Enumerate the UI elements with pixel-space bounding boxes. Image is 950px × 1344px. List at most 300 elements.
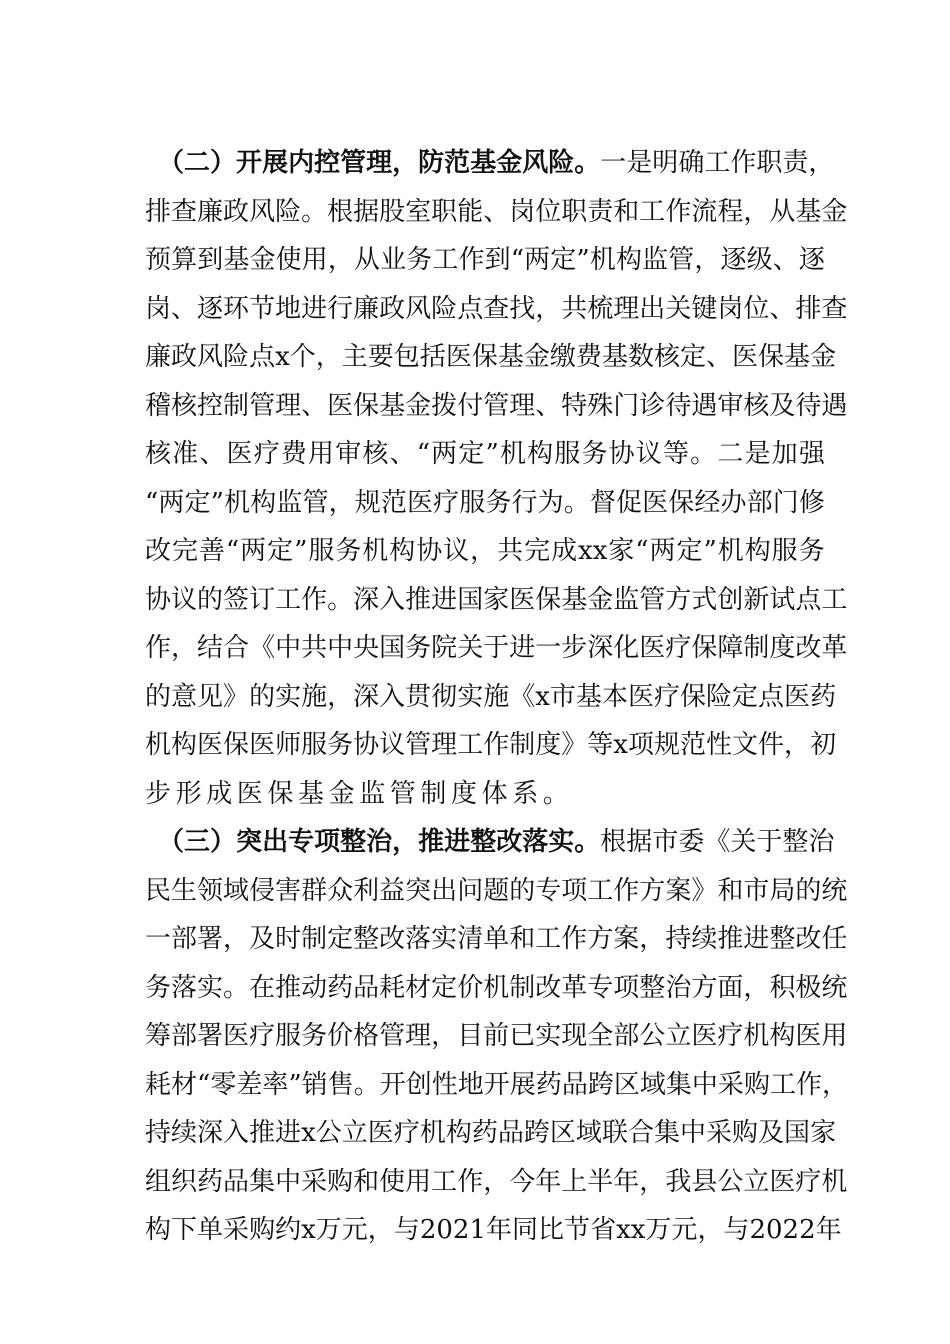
- text-char: 年: [535, 1166, 562, 1197]
- text-char: 工: [431, 1166, 458, 1197]
- text-char: 药: [327, 972, 354, 1003]
- text-char: 推: [275, 972, 302, 1003]
- text-char: 比: [538, 1215, 565, 1245]
- text-char: 专: [535, 875, 562, 906]
- text-char: 同: [512, 1215, 539, 1245]
- text-char: 中: [679, 1118, 706, 1148]
- text-char: 作: [457, 1166, 484, 1197]
- text-char: x: [301, 1215, 316, 1245]
- text-char: 二: [717, 439, 744, 469]
- text-char: 构: [171, 730, 198, 760]
- text-char: 根: [600, 827, 627, 857]
- text-char: 理: [613, 293, 640, 324]
- text-char: 进: [275, 1118, 302, 1148]
- text-char: 审: [717, 390, 744, 421]
- text-char: 和: [717, 875, 744, 906]
- text-char: 包: [393, 342, 420, 372]
- text-char: 金: [587, 584, 614, 615]
- text-char: 协: [608, 439, 635, 469]
- text-char: ，: [483, 1166, 510, 1197]
- text-char: 算: [171, 245, 198, 275]
- text-char: 和: [613, 196, 640, 227]
- text-char: 公: [315, 1118, 342, 1148]
- text-char: 订: [249, 584, 276, 615]
- text-char: xx: [616, 1215, 646, 1245]
- text-char: 医: [406, 487, 433, 518]
- text-line: [145, 964, 848, 1012]
- text-char: 的: [509, 875, 536, 906]
- heading-char: 突: [236, 827, 263, 857]
- text-char: 业: [380, 245, 407, 275]
- text-char: 一: [535, 633, 562, 663]
- text-char: 审: [335, 439, 362, 469]
- heading-char: 改: [496, 827, 523, 857]
- heading-char: 险: [548, 148, 575, 178]
- heading-char: 二: [184, 148, 211, 178]
- text-char: 保: [668, 487, 695, 518]
- text-char: 机: [821, 1166, 848, 1197]
- text-char: 专: [587, 972, 614, 1003]
- text-char: 价: [457, 972, 484, 1003]
- text-char: 核: [171, 390, 198, 421]
- text-char: 工: [704, 148, 731, 178]
- text-char: 核: [743, 390, 770, 421]
- text-char: 施: [301, 681, 328, 712]
- text-char: 、: [483, 196, 510, 227]
- text-char: 基: [795, 196, 822, 227]
- text-char: 差: [236, 1069, 263, 1100]
- text-char: 点: [795, 584, 822, 615]
- heading-char: 范: [444, 148, 471, 178]
- text-char: 务: [406, 245, 433, 275]
- text-char: 面: [717, 972, 744, 1003]
- text-char: 的: [249, 681, 276, 712]
- text-char: 金: [249, 245, 276, 275]
- text-char: 市: [652, 827, 679, 857]
- text-char: 作: [613, 875, 640, 906]
- text-char: 作: [483, 730, 510, 760]
- heading-char: （: [158, 827, 185, 857]
- text-char: 性: [706, 730, 733, 760]
- text-char: 利: [353, 875, 380, 906]
- text-char: 性: [431, 1069, 458, 1100]
- text-char: 等: [587, 730, 614, 760]
- text-char: 键: [691, 293, 718, 324]
- text-char: 拨: [431, 390, 458, 421]
- text-char: 医: [327, 390, 354, 421]
- text-char: 金: [523, 342, 550, 372]
- text-line: [145, 1158, 848, 1206]
- text-char: 彻: [431, 681, 458, 712]
- text-char: 两: [240, 536, 267, 566]
- text-char: 范: [380, 487, 407, 518]
- text-char: 药: [471, 1118, 498, 1148]
- text-char: x: [301, 1118, 316, 1148]
- heading-char: 专: [288, 827, 315, 857]
- text-char: 预: [145, 245, 172, 275]
- text-char: 率: [262, 1069, 289, 1100]
- heading-char: 金: [496, 148, 523, 178]
- text-char: 监: [613, 584, 640, 615]
- text-char: 施: [483, 681, 510, 712]
- text-char: 年: [613, 1166, 640, 1197]
- text-char: 省: [590, 1215, 617, 1245]
- text-char: 保: [535, 584, 562, 615]
- text-line: [158, 139, 835, 187]
- text-char: 待: [665, 390, 692, 421]
- text-char: 市: [549, 681, 576, 712]
- text-char: 两: [158, 487, 185, 518]
- text-char: 流: [691, 196, 718, 227]
- text-char: 管: [639, 584, 666, 615]
- text-char: 公: [639, 1021, 666, 1051]
- text-line: [145, 624, 848, 672]
- text-char: 领: [197, 875, 224, 906]
- text-char: 创: [405, 1069, 432, 1100]
- text-char: 动: [301, 972, 328, 1003]
- text-char: 付: [457, 390, 484, 421]
- text-char: 区: [549, 1118, 576, 1148]
- text-char: 改: [535, 972, 562, 1003]
- text-char: 集: [653, 1118, 680, 1148]
- text-char: 式: [691, 584, 718, 615]
- text-char: 售: [327, 1069, 354, 1100]
- text-char: 机: [717, 536, 744, 566]
- text-char: 逐: [197, 293, 224, 324]
- text-char: 制: [301, 924, 328, 954]
- text-char: 核: [145, 439, 172, 469]
- text-char: 联: [601, 1118, 628, 1148]
- text-char: 到: [484, 245, 511, 275]
- text-char: 务: [335, 536, 362, 566]
- text-char: 立: [665, 1021, 692, 1051]
- text-char: x: [275, 342, 290, 372]
- heading-char: 整: [340, 827, 367, 857]
- text-char: 、: [301, 390, 328, 421]
- text-char: “: [416, 439, 431, 469]
- text-char: 2021: [419, 1215, 486, 1245]
- text-char: 改: [379, 924, 406, 954]
- text-char: 服: [459, 487, 486, 518]
- text-char: 约: [275, 1215, 302, 1245]
- text-char: 续: [691, 924, 718, 954]
- heading-char: 实: [548, 827, 575, 857]
- text-char: 项: [627, 730, 654, 760]
- text-char: 推: [249, 1118, 276, 1148]
- heading-char: ，: [392, 827, 419, 857]
- text-char: 品: [353, 972, 380, 1003]
- text-char: 管: [249, 390, 276, 421]
- text-char: 遇: [821, 390, 848, 421]
- text-char: 署: [197, 1021, 224, 1051]
- text-char: 方: [665, 584, 692, 615]
- text-char: 两: [524, 245, 551, 275]
- text-char: 规: [354, 487, 381, 518]
- text-char: ，: [327, 681, 354, 712]
- text-char: 集: [249, 1166, 276, 1197]
- text-char: 基: [575, 681, 602, 712]
- text-char: 机: [483, 972, 510, 1003]
- text-char: 岗: [145, 293, 172, 324]
- text-char: 定: [732, 681, 759, 712]
- text-char: 协: [416, 536, 443, 566]
- text-char: 签: [223, 584, 250, 615]
- text-char: 我: [665, 1166, 692, 1197]
- text-char: 方: [587, 924, 614, 954]
- text-char: “: [510, 245, 525, 275]
- text-char: 整: [639, 972, 666, 1003]
- text-char: ”: [703, 536, 717, 566]
- text-char: 已: [509, 1021, 536, 1051]
- text-char: 现: [561, 1021, 588, 1051]
- text-char: 于: [756, 827, 783, 857]
- text-char: 方: [691, 972, 718, 1003]
- text-char: 行: [511, 487, 538, 518]
- text-char: 中: [691, 1069, 718, 1100]
- text-char: 完: [524, 536, 551, 566]
- text-char: 服: [771, 536, 798, 566]
- text-char: 耗: [379, 972, 406, 1003]
- text-char: 、: [772, 245, 799, 275]
- text-char: 作: [795, 1069, 822, 1100]
- text-char: 公: [717, 1166, 744, 1197]
- text-char: 革: [821, 633, 848, 663]
- text-char: 政: [223, 196, 250, 227]
- text-char: 药: [810, 681, 837, 712]
- text-char: 准: [172, 439, 199, 469]
- heading-char: 管: [340, 148, 367, 178]
- text-char: 主: [341, 342, 368, 372]
- text-char: 作: [665, 196, 692, 227]
- text-char: 、: [199, 439, 226, 469]
- text-char: 职: [561, 196, 588, 227]
- text-char: 步: [561, 633, 588, 663]
- text-char: 案: [613, 924, 640, 954]
- text-char: ，: [784, 730, 811, 760]
- text-char: 机: [419, 1118, 446, 1148]
- text-char: 议: [635, 439, 662, 469]
- text-char: 入: [223, 1118, 250, 1148]
- text-char: 制: [509, 972, 536, 1003]
- heading-char: 开: [236, 148, 263, 178]
- text-char: 价: [327, 1021, 354, 1051]
- heading-char: （: [158, 148, 185, 178]
- text-char: 点: [758, 681, 785, 712]
- text-char: 构: [445, 1118, 472, 1148]
- text-char: 国: [457, 584, 484, 615]
- text-char: 改: [145, 536, 172, 566]
- text-char: 险: [706, 681, 733, 712]
- text-char: 务: [798, 536, 825, 566]
- text-char: 成: [551, 536, 578, 566]
- text-line: [145, 915, 848, 963]
- text-char: 局: [769, 875, 796, 906]
- text-char: 协: [145, 584, 172, 615]
- text-char: 初: [810, 730, 837, 760]
- text-char: 市: [743, 875, 770, 906]
- text-char: 治: [665, 972, 692, 1003]
- text-char: 促: [615, 487, 642, 518]
- text-char: 基: [561, 584, 588, 615]
- text-char: 立: [341, 1118, 368, 1148]
- text-char: 工: [535, 924, 562, 954]
- text-char: 。: [223, 972, 250, 1003]
- text-char: 办: [720, 487, 747, 518]
- text-char: 家: [608, 536, 635, 566]
- text-char: 突: [405, 875, 432, 906]
- text-char: 出: [431, 875, 458, 906]
- text-char: 共: [301, 633, 328, 663]
- text-char: 两: [431, 439, 458, 469]
- text-char: 意: [171, 681, 198, 712]
- text-char: 结: [197, 633, 224, 663]
- text-char: 基: [497, 342, 524, 372]
- text-char: 构: [769, 1021, 796, 1051]
- text-char: 疗: [253, 439, 280, 469]
- text-char: 创: [717, 584, 744, 615]
- text-char: 品: [223, 1166, 250, 1197]
- text-char: 议: [171, 584, 198, 615]
- text-char: ，: [697, 1215, 724, 1245]
- text-char: 用: [308, 439, 335, 469]
- text-char: 个: [289, 342, 316, 372]
- text-char: 组: [145, 1166, 172, 1197]
- text-char: 时: [275, 924, 302, 954]
- text-char: 逐: [720, 245, 747, 275]
- text-char: 销: [301, 1069, 328, 1100]
- heading-char: 。: [574, 148, 601, 178]
- text-char: 件: [758, 730, 785, 760]
- text-char: 今: [509, 1166, 536, 1197]
- text-char: 服: [554, 439, 581, 469]
- text-char: 障: [717, 633, 744, 663]
- text-line: [145, 721, 837, 769]
- text-char: 进: [509, 633, 536, 663]
- text-char: 。: [301, 196, 328, 227]
- text-char: 续: [171, 1118, 198, 1148]
- text-char: 医: [627, 681, 654, 712]
- text-char: 《: [249, 633, 276, 663]
- text-char: 域: [575, 1118, 602, 1148]
- text-char: 实: [197, 972, 224, 1003]
- text-char: 统: [821, 972, 848, 1003]
- text-char: 强: [798, 439, 825, 469]
- text-char: 地: [457, 1069, 484, 1100]
- text-char: 务: [301, 1021, 328, 1051]
- text-char: 度: [535, 730, 562, 760]
- text-char: 品: [497, 1118, 524, 1148]
- text-char: ，: [328, 487, 355, 518]
- text-char: 风: [197, 342, 224, 372]
- heading-char: ，: [392, 148, 419, 178]
- text-char: 出: [639, 293, 666, 324]
- text-char: 根: [327, 196, 354, 227]
- text-char: 关: [730, 827, 757, 857]
- text-char: 关: [457, 633, 484, 663]
- text-char: ，: [470, 536, 497, 566]
- text-char: 作: [145, 633, 172, 663]
- text-char: 医: [732, 342, 759, 372]
- text-char: 合: [627, 1118, 654, 1148]
- text-char: 目: [457, 1021, 484, 1051]
- text-char: 文: [732, 730, 759, 760]
- text-char: 》: [561, 730, 588, 760]
- text-char: 国: [784, 1118, 811, 1148]
- text-char: 岗: [717, 293, 744, 324]
- text-char: ，: [743, 972, 770, 1003]
- heading-char: 展: [262, 148, 289, 178]
- text-char: 项: [561, 875, 588, 906]
- text-char: 见: [197, 681, 224, 712]
- text-char: 构: [145, 1215, 172, 1245]
- text-char: 监: [642, 245, 669, 275]
- text-char: 改: [795, 633, 822, 663]
- text-char: 疗: [665, 633, 692, 663]
- text-char: 门: [772, 487, 799, 518]
- text-char: 医: [249, 730, 276, 760]
- heading-char: 治: [366, 827, 393, 857]
- text-char: 问: [457, 875, 484, 906]
- text-char: 定: [184, 487, 211, 518]
- text-char: 门: [613, 390, 640, 421]
- text-char: 监: [276, 487, 303, 518]
- text-char: 格: [353, 1021, 380, 1051]
- text-char: 极: [795, 972, 822, 1003]
- text-char: 2022: [749, 1215, 816, 1245]
- text-char: 购: [732, 1118, 759, 1148]
- text-char: 进: [301, 293, 328, 324]
- text-char: 。: [563, 487, 590, 518]
- text-char: 基: [601, 342, 628, 372]
- text-char: 医: [784, 681, 811, 712]
- text-char: 推: [405, 584, 432, 615]
- text-char: 跨: [587, 1069, 614, 1100]
- text-line: [145, 867, 848, 915]
- text-char: 整: [769, 924, 796, 954]
- text-char: 购: [743, 1069, 770, 1100]
- text-char: 为: [537, 487, 564, 518]
- text-char: 化: [613, 633, 640, 663]
- text-char: 定: [676, 536, 703, 566]
- text-char: 持: [665, 924, 692, 954]
- text-char: 服: [275, 1021, 302, 1051]
- text-char: 政: [379, 293, 406, 324]
- heading-char: 控: [314, 148, 341, 178]
- text-char: 务: [405, 633, 432, 663]
- text-line: [145, 479, 825, 527]
- text-char: 国: [379, 633, 406, 663]
- text-char: 构: [527, 439, 554, 469]
- heading-char: ）: [210, 148, 237, 178]
- text-char: 制: [223, 390, 250, 421]
- text-char: 查: [171, 196, 198, 227]
- text-char: 据: [626, 827, 653, 857]
- text-char: 作: [561, 924, 588, 954]
- text-line: [145, 576, 848, 624]
- text-char: 险: [223, 342, 250, 372]
- text-char: 的: [145, 681, 172, 712]
- text-char: 保: [758, 342, 785, 372]
- text-char: 责: [587, 196, 614, 227]
- text-char: 地: [275, 293, 302, 324]
- text-char: 入: [379, 681, 406, 712]
- text-char: 缴: [549, 342, 576, 372]
- text-char: 金: [821, 196, 848, 227]
- text-char: 贯: [405, 681, 432, 712]
- text-char: 购: [249, 1215, 276, 1245]
- text-char: 集: [665, 1069, 692, 1100]
- text-char: “: [225, 536, 240, 566]
